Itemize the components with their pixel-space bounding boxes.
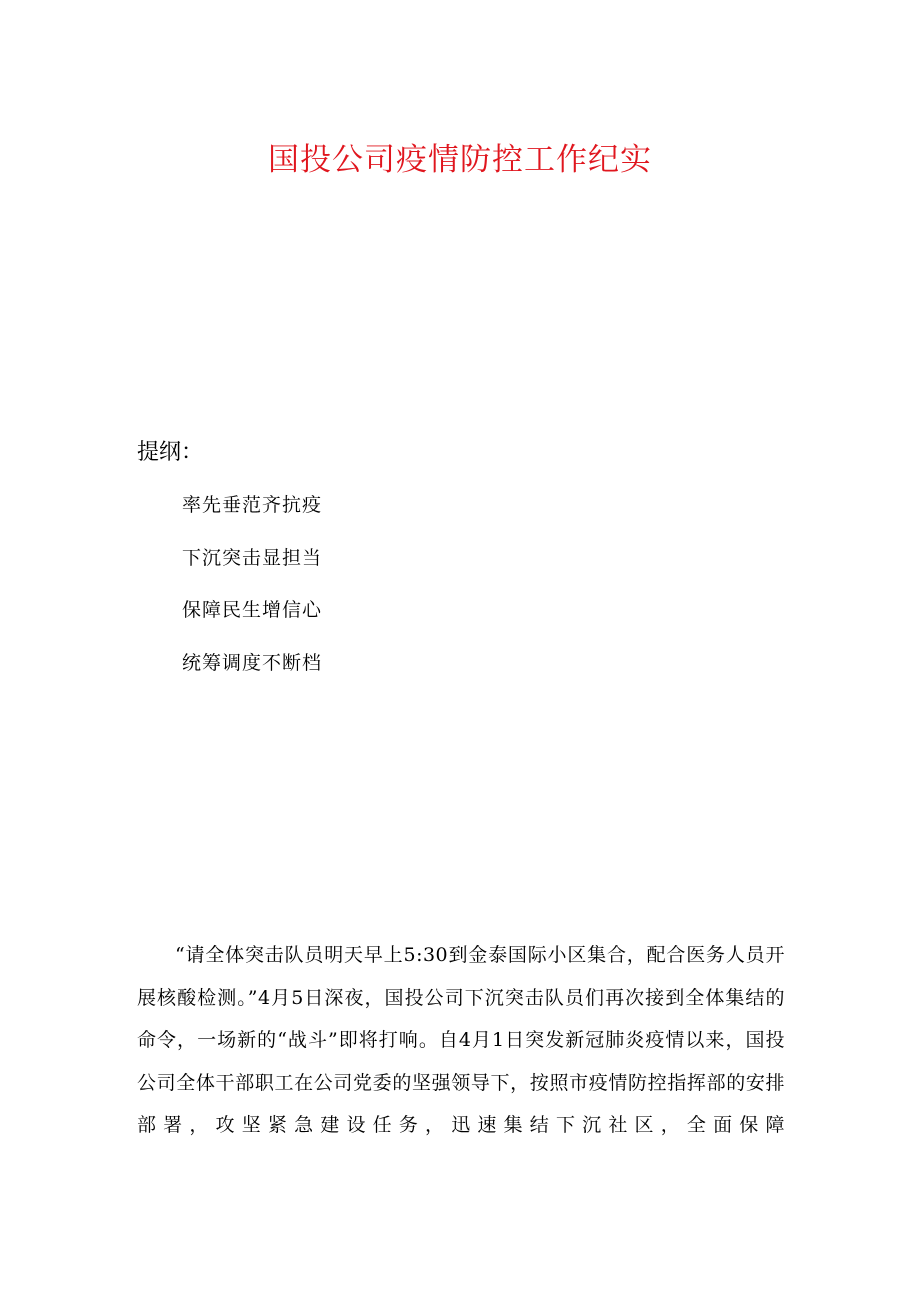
outline-item: 保障民生增信心 [182, 599, 323, 621]
outline-label: 提纲： [137, 440, 204, 465]
outline-item: 统筹调度不断档 [182, 651, 323, 674]
body-paragraph: “请全体突击队员明天早上5:30到金泰国际小区集合，配合医务人员开展核酸检测。”4月5日深夜，国投公司下沉突击队员们再次接到全体集结的命令，一场新的“战斗”即将打响。自4月1日突发新冠肺炎疫情以来，国投公司全体干部职工在公司党委的坚强领导下，按照市疫情防控指挥部的安排部署，攻坚紧急建设任务，迅速集结下沉社区，全面保障 [137, 944, 785, 1136]
outline-list [182, 492, 322, 702]
outline-item: 率先垂范齐抗疫 [182, 494, 323, 516]
document-title: 国投公司疫情防控工作纪实 [268, 142, 652, 178]
outline-item: 下沉突击显担当 [182, 546, 323, 569]
